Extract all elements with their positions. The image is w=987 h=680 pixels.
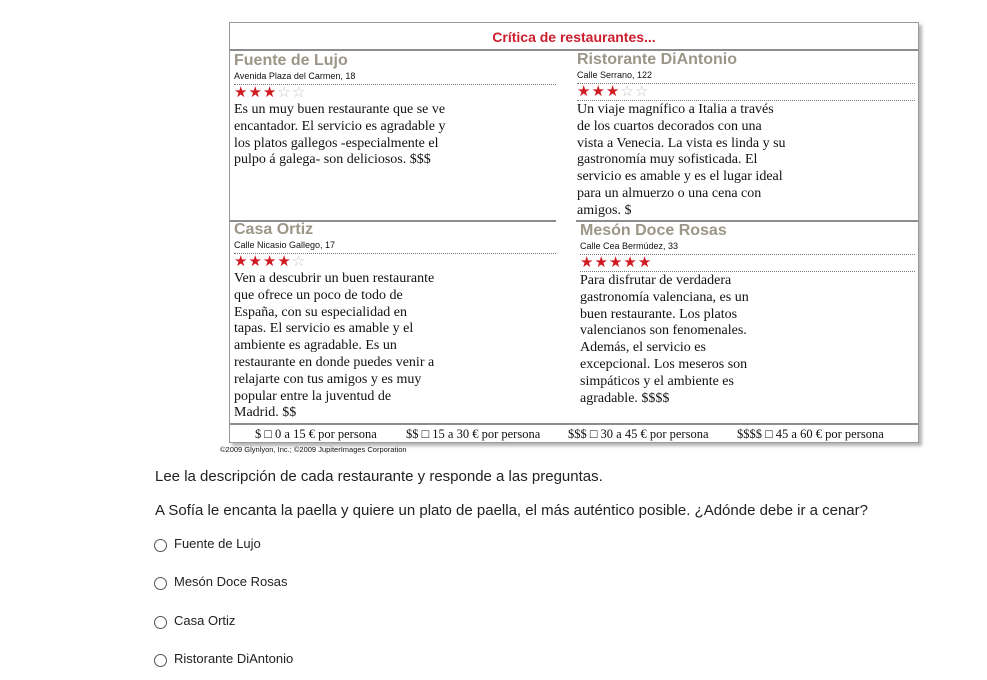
restaurant-description	[234, 271, 556, 422]
star-rating	[577, 84, 915, 100]
restaurant-name: Casa Ortiz	[234, 221, 314, 238]
instructions: Lee la descripción de cada restaurante y responde a las preguntas.	[155, 468, 603, 485]
description-line: los platos gallegos -especialmente el	[234, 135, 439, 151]
description-line: Para disfrutar de verdadera	[580, 273, 732, 288]
description-line: buen restaurante. Los platos	[580, 306, 738, 322]
star-filled-icon: ★	[608, 254, 624, 271]
radio-button[interactable]	[154, 616, 167, 629]
price-tier-2: $$ □ 15 a 30 € por persona	[406, 427, 541, 441]
description-line: popular entre la juventud de	[234, 388, 392, 404]
star-filled-icon: ★	[262, 84, 278, 101]
description-line: vista a Venecia. La vista es linda y su	[577, 135, 786, 151]
description-line: Es un muy buen restaurante que se ve	[234, 102, 446, 117]
star-filled-icon: ★	[623, 254, 638, 271]
description-line: Un viaje magnífico a Italia a través	[577, 102, 774, 117]
description-line: restaurante en donde puedes venir a	[234, 354, 435, 370]
star-filled-icon: ★	[234, 253, 249, 270]
description-line: valencianos son fenomenales.	[580, 323, 747, 339]
star-empty-icon: ☆	[277, 84, 292, 101]
description-line: gastronomía muy sofisticada. El	[577, 152, 758, 168]
image-credit: ©2009 Glynlyon, Inc.; ©2009 JupiterImages Corporation	[220, 445, 407, 454]
restaurant-fuente-de-lujo	[234, 52, 556, 169]
description-line: tapas. El servicio es amable y el	[234, 321, 414, 337]
restaurant-ristorante-diantonio	[577, 51, 915, 220]
description-line: servicio es amable y es el lugar ideal	[577, 169, 783, 185]
description-line: pulpo á galega- son deliciosos. $$$	[234, 152, 431, 168]
option-label: Casa Ortiz	[174, 613, 236, 628]
restaurant-name: Fuente de Lujo	[234, 52, 348, 69]
price-tier-4: $$$$ □ 45 a 60 € por persona	[737, 427, 884, 441]
restaurant-address: Calle Nicasio Gallego, 17	[234, 240, 336, 250]
restaurant-description	[234, 102, 556, 169]
restaurant-address: Calle Serrano, 122	[577, 70, 653, 80]
star-filled-icon: ★	[605, 83, 621, 100]
dotted-rule	[577, 100, 915, 101]
restaurant-address: Avenida Plaza del Carmen, 18	[234, 71, 356, 81]
description-line: relajarte con tus amigos y es muy	[234, 371, 422, 387]
star-filled-icon: ★	[234, 84, 249, 101]
star-filled-icon: ★	[577, 83, 592, 100]
dotted-rule	[580, 271, 915, 272]
option-label: Ristorante DiAntonio	[174, 651, 294, 666]
restaurant-name: Mesón Doce Rosas	[580, 222, 727, 239]
restaurant-description	[580, 273, 915, 407]
restaurant-meson-doce-rosas	[580, 222, 915, 407]
description-line: Madrid. $$	[234, 405, 297, 421]
option-fuente-de-lujo[interactable]	[154, 535, 261, 552]
description-line: Ven a descubrir un buen restaurante	[234, 271, 435, 286]
description-line: Además, el servicio es	[580, 340, 706, 356]
restaurant-name: Ristorante DiAntonio	[577, 51, 737, 68]
price-tier-1: $ □ 0 a 15 € por persona	[255, 427, 377, 441]
restaurant-casa-ortiz	[234, 221, 556, 422]
restaurant-description	[577, 102, 915, 220]
star-filled-icon: ★	[248, 253, 263, 270]
option-casa-ortiz[interactable]	[154, 612, 235, 629]
radio-button[interactable]	[154, 539, 167, 552]
star-filled-icon: ★	[277, 253, 292, 270]
description-line: amigos. $	[577, 202, 632, 218]
description-line: ambiente es agradable. Es un	[234, 338, 397, 354]
star-filled-icon: ★	[594, 254, 609, 271]
description-line: para un almuerzo o una cena con	[577, 185, 762, 201]
figure-title: Crítica de restaurantes...	[230, 23, 918, 51]
description-line: que ofrece un poco de todo de	[234, 287, 403, 303]
option-meson-doce-rosas[interactable]	[154, 573, 287, 590]
description-line: excepcional. Los meseros son	[580, 356, 748, 372]
question-text: A Sofía le encanta la paella y quiere un plato de paella, el más auténtico posible. ¿Adónde debe ir a cenar?	[155, 502, 868, 519]
star-filled-icon: ★	[591, 83, 606, 100]
restaurant-review-figure	[229, 22, 919, 443]
star-filled-icon: ★	[637, 254, 653, 271]
star-empty-icon: ☆	[291, 84, 307, 101]
star-empty-icon: ☆	[291, 253, 307, 270]
star-rating	[234, 254, 556, 270]
star-empty-icon: ☆	[634, 83, 650, 100]
description-line: agradable. $$$$	[580, 390, 670, 406]
star-filled-icon: ★	[262, 253, 278, 270]
restaurant-address: Calle Cea Bermúdez, 33	[580, 241, 679, 251]
option-ristorante-diantonio[interactable]	[154, 650, 293, 667]
description-line: España, con su especialidad en	[234, 304, 407, 320]
radio-button[interactable]	[154, 577, 167, 590]
option-label: Mesón Doce Rosas	[174, 574, 288, 589]
description-line: gastronomía valenciana, es un	[580, 289, 749, 305]
star-rating	[234, 85, 556, 101]
description-line: de los cuartos decorados con una	[577, 118, 762, 134]
description-line: encantador. El servicio es agradable y	[234, 118, 446, 134]
star-filled-icon: ★	[248, 84, 263, 101]
star-empty-icon: ☆	[620, 83, 635, 100]
price-legend	[230, 423, 918, 444]
price-tier-3: $$$ □ 30 a 45 € por persona	[568, 427, 709, 441]
star-rating	[580, 255, 915, 271]
star-filled-icon: ★	[580, 254, 595, 271]
description-line: simpáticos y el ambiente es	[580, 373, 734, 389]
option-label: Fuente de Lujo	[174, 536, 261, 551]
radio-button[interactable]	[154, 654, 167, 667]
